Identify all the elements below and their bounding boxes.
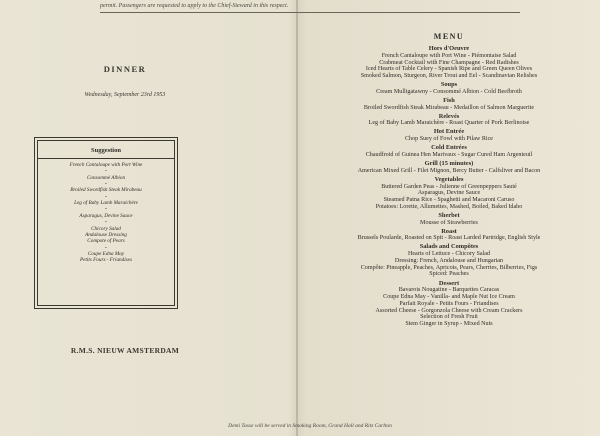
menu-section-heading: Soups [440, 81, 458, 89]
menu-item: Parfait Royale - Petits Fours - Friandises [399, 300, 499, 307]
suggestion-item: Chicory Salad [91, 225, 121, 232]
menu-item: Brussels Poularde, Roasted on Spit - Roast Larded Partridge, English Style [357, 235, 541, 242]
menu-section-heading: Cold Entrées [431, 144, 467, 152]
dinner-title: DINNER [103, 64, 147, 74]
dinner-date: Wednesday, September 23rd 1953 [84, 92, 166, 98]
menu-item: Coupe Edna May - Vanilla- and Maple Nut Ice Cream [383, 294, 515, 301]
menu-item: Asparagus, Devine Sauce [417, 190, 481, 197]
suggestion-rule [38, 158, 174, 159]
menu-item: Buttered Garden Peas - Julienne of Greenpeppers Sauté [381, 183, 517, 190]
right-page [298, 0, 600, 436]
menu-item: Selection of Fresh Fruit [420, 314, 478, 321]
left-page [0, 0, 296, 436]
top-note-text: permit. Passengers are requested to apply to the Chief-Steward in this respect. [100, 3, 289, 9]
menu-item: Steamed Patna Rice - Spaghetti and Macaroni Caruso [383, 197, 515, 204]
ship-name: R.M.S. NIEUW AMSTERDAM [70, 346, 180, 355]
menu-item: Broiled Swordfish Steak Mirabeau - Medaillon of Salmon Marguerite [363, 104, 535, 111]
menu-section-heading: Grill (15 minutes) [424, 160, 474, 168]
menu-section-heading: Salads and Compôtes [419, 243, 479, 251]
menu-section-heading: Hors d'Oeuvre [428, 45, 470, 52]
separator-dot: • [105, 180, 107, 186]
menu-item: Crabmeat Cocktail with Fine Champagne - Red Radishes [379, 59, 519, 66]
separator-dot: • [105, 219, 107, 225]
suggestion-item: Andalouse Dressing [85, 232, 127, 239]
menu-item: Assorted Cheese - Gorgonzola Cheese with Cream Crackers [375, 307, 523, 314]
suggestion-inner-frame [37, 140, 175, 306]
menu-item: Leg of Baby Lamb Maraichère - Roast Quarter of Pork Berlinoise [368, 120, 530, 127]
suggestion-item: Asparagus, Devine Sauce [79, 212, 133, 219]
menu-section-heading: Vegetables [434, 175, 464, 183]
suggestion-item: Coupe Edna May [87, 251, 125, 258]
suggestion-item: Leg of Baby Lamb Maraichère [74, 200, 138, 207]
suggestion-heading: Suggestion [91, 147, 121, 154]
menu-item: Chaudfroid of Guinea Hen Marivaux - Sugar Cured Ham Argenteuil [365, 151, 533, 158]
menu-item: Mousse of Strawberries [420, 219, 478, 226]
suggestion-list [38, 162, 174, 264]
menu-section-heading: Hot Entrée [433, 128, 465, 136]
menu-section-heading: Dessert [438, 279, 460, 287]
menu-section-heading: Relevés [438, 112, 460, 120]
menu-section-heading: Fish [443, 96, 455, 104]
menu-item: Chop Suey of Fowl with Pilaw Rice [404, 136, 494, 143]
suggestion-item: Compote of Pears [87, 238, 125, 245]
menu-item: Cream Mulligatawny - Consommé Albion - Cold Beefbroth [376, 88, 522, 95]
menu-body [298, 46, 600, 328]
suggestion-item: Broiled Swordfish Steak Mirabeau [70, 187, 142, 194]
menu-item: French Cantaloupe with Port Wine - Piémontaise Salad [381, 52, 517, 59]
menu-item: Compôte: Pineapple, Peaches, Apricots, Pears, Cherries, Bilberries, Figs [360, 264, 538, 271]
bottom-note: Demi Tasse will be served in Smoking Room, Grand Hall and Ritz Carlton [228, 423, 392, 429]
menu-item: Iced Hearts of Table Celery - Spanish Ripe and Green Queen Olives [365, 66, 533, 73]
menu-item: Smoked Salmon, Sturgeon, River Trout and Eel - Scandinavian Relishes [360, 73, 538, 79]
menu-section-heading: Roast [441, 227, 457, 235]
menu-item: Hearts of Lettuce - Chicory Salad [407, 251, 491, 258]
suggestion-item: French Cantaloupe with Port Wine [69, 161, 143, 168]
suggestion-item: Consommé Albion [86, 174, 126, 181]
menu-item: Bavarois Nougatine - Barquettes Caracas [398, 287, 500, 294]
menu-section-heading: Sherbet [438, 211, 460, 219]
menu-item: Dressing: French, Andalouse and Hungarian [394, 257, 504, 264]
menu-item: Spiced: Peaches [429, 271, 469, 278]
suggestion-box [34, 137, 178, 309]
menu-item: American Mixed Grill - Filet Mignon, Bercy Butter - Calfsliver and Bacon [357, 167, 541, 174]
menu-item: Potatoes: Lorette, Allumettes, Mashed, Boiled, Baked Idaho [375, 203, 523, 210]
separator-dot: • [105, 206, 107, 212]
suggestion-item: Petits Fours - Friandises [79, 257, 133, 264]
separator-dot: • [105, 193, 107, 199]
separator-dot: • [105, 168, 107, 174]
menu-title: MENU [433, 32, 465, 41]
separator-dot: • [105, 244, 107, 250]
menu-item: Stem Ginger in Syrup - Mixed Nuts [405, 321, 493, 328]
